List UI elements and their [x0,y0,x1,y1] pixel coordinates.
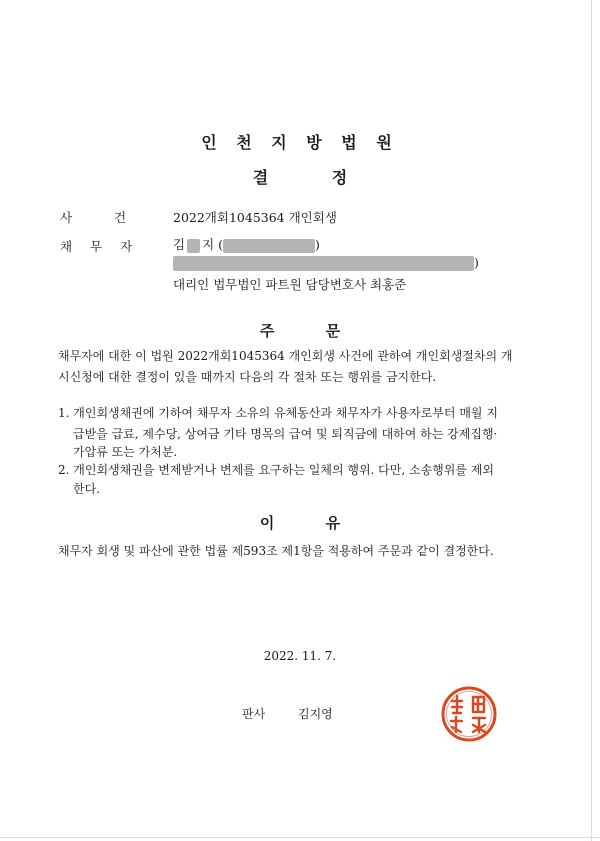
order-item1-line1: 1. 개인회생채권에 기하여 채무자 소유의 유체동산과 채무자가 사용자로부터 매월 지 [58,406,498,420]
judge-seal-icon [440,685,498,743]
debtor-address [173,255,479,271]
debtor-label: 채 무 자 [60,239,133,254]
decision-date: 2022. 11. 7. [263,649,337,663]
order-intro-line2: 시신청에 대한 결정이 있을 때까지 다음의 각 절차 또는 행위를 금지한다. [58,370,437,384]
order-item2-line1: 2. 개인회생채권을 변제받거나 변제를 요구하는 일체의 행위. 다만, 소송행위를 제외 [58,463,494,477]
court-name: 인 천 지 방 법 원 [201,133,399,152]
redacted-address [173,256,474,271]
address-close-paren: ) [474,255,479,270]
document-title: 결 정 [252,168,348,187]
page-right-edge [591,0,592,841]
order-intro-line1: 채무자에 대한 이 법원 2022개회1045364 개인회생 사건에 관하여 개인회생절차의 개 [58,349,513,363]
judge-name: 김지영 [298,707,333,721]
reason-text: 채무자 회생 및 파산에 관한 법률 제593조 제1항을 적용하여 주문과 같이 결정한다. [58,544,494,558]
redacted-name [187,239,200,253]
reason-heading: 이 유 [259,514,341,532]
case-label: 사 건 [60,210,127,225]
redacted-id [223,239,315,253]
close-paren: ) [315,237,320,252]
order-item2-line2: 한다. [73,482,100,496]
debtor-agent: 대리인 법무법인 파트원 담당변호사 최홍준 [173,277,407,292]
open-paren: ( [218,237,224,252]
case-number: 2022개회1045364 개인회생 [173,210,337,225]
order-item1-line2: 급받을 급료, 제수당, 상여금 기타 명목의 급여 및 퇴직금에 대하여 하는 강제집행· [73,427,498,441]
debtor-name [173,235,320,253]
debtor-name-prefix: 김 [173,237,186,252]
order-item1-line3: 가압류 또는 가처분. [73,445,178,459]
order-heading: 주 문 [259,322,341,340]
page-bottom-edge [0,837,600,838]
debtor-name-suffix: 지 [202,237,215,252]
judge-role: 판사 [242,707,266,721]
